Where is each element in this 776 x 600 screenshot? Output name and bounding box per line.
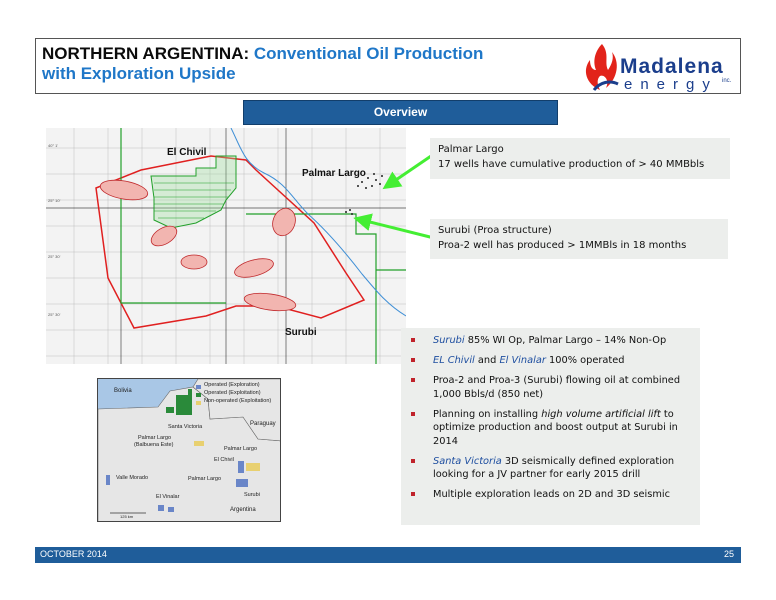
inset-label-palmar-largo: Palmar Largo	[224, 446, 258, 452]
inset-label-bolivia: Bolivia	[114, 388, 132, 394]
bullet-square-icon	[411, 358, 415, 362]
list-item: Proa-2 and Proa-3 (Surubi) flowing oil at combined 1,000 Bbls/d (850 net)	[409, 374, 694, 401]
footer-date: OCTOBER 2014	[40, 549, 107, 559]
highlights-box	[401, 328, 700, 525]
slide-title	[42, 44, 483, 84]
inset-label-argentina: Argentina	[230, 507, 256, 513]
arrow-palmar	[390, 154, 434, 184]
regional-inset-map	[97, 378, 281, 522]
legend-non-operated-exploitation: Non-operated (Exploitation)	[204, 398, 272, 404]
overview-header: Overview	[243, 100, 558, 125]
callout-palmar-title: Palmar Largo	[438, 144, 504, 155]
inset-scale-label: 125 km	[120, 514, 134, 519]
highlights-list	[409, 334, 694, 502]
bullet-square-icon	[411, 378, 415, 382]
bullet-square-icon	[411, 459, 415, 463]
page-number: 25	[724, 549, 735, 559]
svg-text:25° 30': 25° 30'	[48, 254, 61, 259]
footer-bar	[35, 547, 741, 563]
inset-label-palmar-largo-balbuena: Palmar Largo	[138, 435, 172, 441]
inset-label-balbuena-este: (Balbuena Este)	[134, 442, 174, 448]
callout-surubi	[430, 219, 728, 259]
map-label-surubi: Surubi	[285, 327, 317, 338]
bullet-square-icon	[411, 412, 415, 416]
inset-label-el-chivil: El Chivil	[214, 457, 234, 463]
inset-label-surubi: Surubi	[244, 492, 260, 498]
legend-operated-exploitation: Operated (Exploitation)	[204, 390, 261, 396]
list-item: Surubi 85% WI Op, Palmar Largo – 14% Non-Op	[409, 334, 694, 348]
bullet-square-icon	[411, 338, 415, 342]
list-item: Santa Victoria 3D seismically defined exploration looking for a JV partner for early 2015 drill	[409, 455, 694, 482]
callout-arrows	[340, 150, 440, 250]
logo-suffix: inc.	[722, 78, 732, 84]
list-item: EL Chivil and El Vinalar 100% operated	[409, 354, 694, 368]
list-item: Multiple exploration leads on 2D and 3D seismic	[409, 488, 694, 502]
inset-label-paraguay: Paraguay	[250, 421, 276, 427]
inset-label-palmar-largo-2: Palmar Largo	[188, 476, 222, 482]
callout-surubi-title: Surubi (Proa structure)	[438, 225, 552, 236]
callout-surubi-text: Proa-2 well has produced > 1MMBls in 18 months	[438, 240, 687, 251]
bullet-square-icon	[411, 492, 415, 496]
svg-text:40° 1': 40° 1'	[48, 143, 59, 148]
legend-operated-exploration: Operated (Exploration)	[204, 382, 260, 388]
inset-label-valle-morado: Valle Morado	[116, 475, 148, 481]
arrow-surubi	[362, 220, 434, 238]
list-item: Planning on installing high volume artificial lift to optimize production and boost output at Surubi in 2014	[409, 408, 694, 449]
callout-palmar-text: 17 wells have cumulative production of > 40 MMBbls	[438, 159, 705, 170]
map-label-palmar-largo: Palmar Largo	[302, 168, 366, 179]
map-label-el-chivil: El Chivil	[167, 147, 207, 158]
title-highlight-2: with Exploration Upside	[42, 64, 236, 83]
inset-label-el-vinalar: El Vinalar	[156, 494, 180, 500]
title-highlight-1: Conventional Oil Production	[253, 44, 484, 63]
svg-text:25° 30': 25° 30'	[48, 312, 61, 317]
callout-palmar-largo	[430, 138, 730, 179]
inset-label-santa-victoria: Santa Victoria	[168, 424, 203, 430]
logo-wordmark: Madalena	[620, 55, 724, 78]
logo-subword: energy	[624, 76, 718, 93]
svg-text:25° 10': 25° 10'	[48, 198, 61, 203]
title-prefix: NORTHERN ARGENTINA:	[42, 44, 250, 63]
